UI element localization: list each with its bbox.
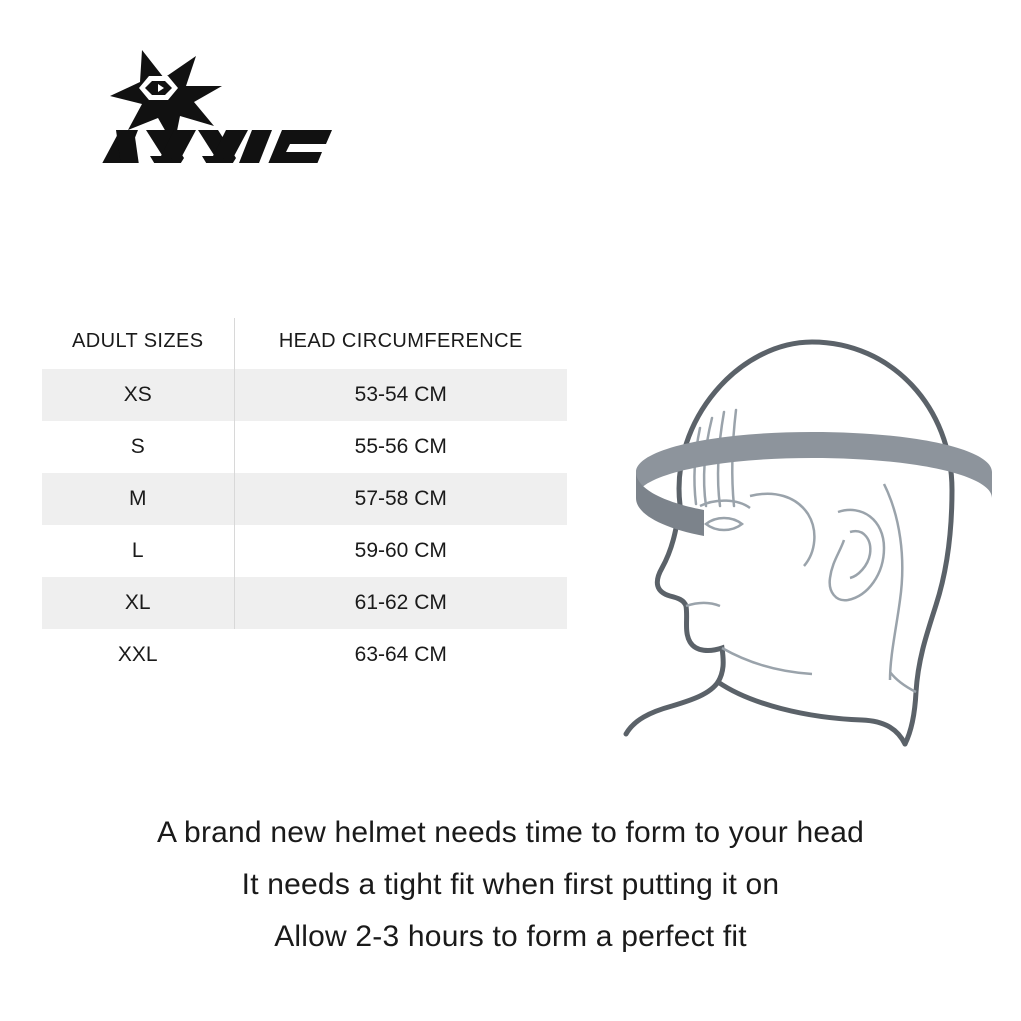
cell-circumference: 55-56 CM (234, 421, 567, 473)
fitting-instructions (0, 818, 1021, 974)
table-row (42, 525, 567, 577)
measuring-tape-icon (636, 432, 992, 536)
table-row (42, 369, 567, 421)
table-row (42, 473, 567, 525)
cell-size: XXL (42, 629, 234, 681)
table-header-row (42, 318, 567, 369)
cell-circumference: 53-54 CM (234, 369, 567, 421)
column-header-adult-sizes: ADULT SIZES (42, 318, 234, 369)
cell-size: S (42, 421, 234, 473)
axxis-logo (46, 38, 346, 163)
cell-size: M (42, 473, 234, 525)
table-row (42, 577, 567, 629)
column-header-head-circumference: HEAD CIRCUMFERENCE (234, 318, 567, 369)
cell-size: XS (42, 369, 234, 421)
instruction-line-3: Allow 2-3 hours to form a perfect fit (274, 920, 747, 953)
table-row (42, 421, 567, 473)
cell-circumference: 61-62 CM (234, 577, 567, 629)
table-row (42, 629, 567, 681)
instruction-line-1: A brand new helmet needs time to form to your head (156, 816, 865, 849)
cell-circumference: 59-60 CM (234, 525, 567, 577)
cell-circumference: 57-58 CM (234, 473, 567, 525)
cell-circumference: 63-64 CM (234, 629, 567, 681)
instruction-line-2: It needs a tight fit when first putting it on (241, 868, 780, 901)
cell-size: L (42, 525, 234, 577)
axxis-wordmark (90, 130, 332, 163)
head-measurement-illustration (600, 300, 1020, 770)
cell-size: XL (42, 577, 234, 629)
size-chart-table (42, 318, 567, 681)
